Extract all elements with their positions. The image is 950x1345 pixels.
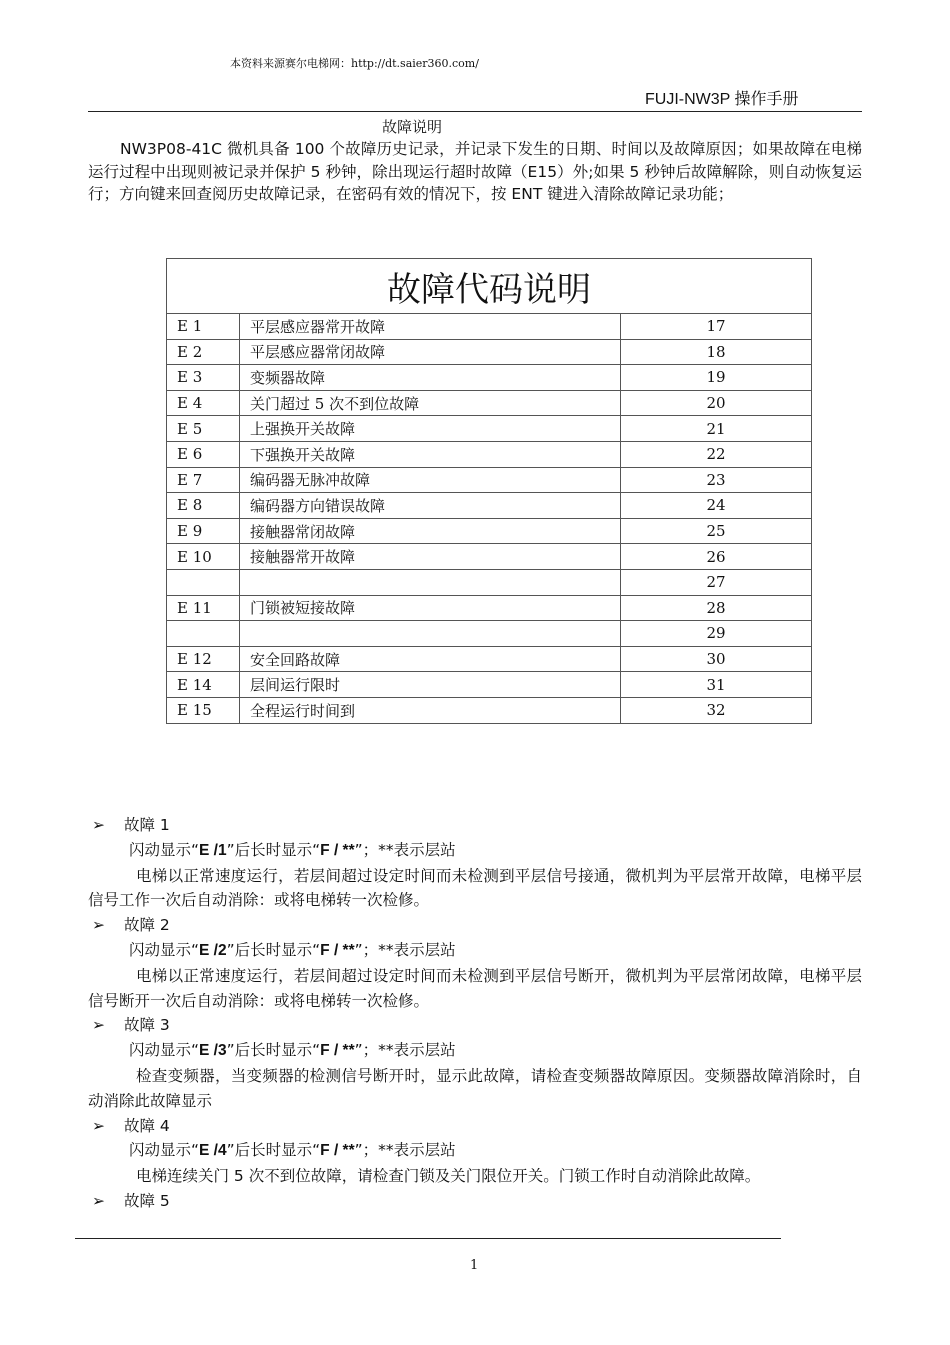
flash-suffix: ”；**表示层站 <box>354 940 456 959</box>
row-code <box>167 621 240 647</box>
row-code: E 9 <box>167 518 240 544</box>
bullet-arrow-icon: ➢ <box>92 916 105 935</box>
flash-code: E /2 <box>199 941 227 959</box>
row-description: 接触器常闭故障 <box>240 518 621 544</box>
table-row <box>167 314 812 340</box>
table-row <box>167 441 812 467</box>
row-code: E 2 <box>167 339 240 365</box>
flash-prefix: 闪动显示“ <box>129 1041 200 1060</box>
flash-mid: ”后长时显示“ <box>226 1041 321 1060</box>
row-description: 编码器无脉冲故障 <box>240 467 621 493</box>
fault-title: 故障 4 <box>124 1116 170 1135</box>
fault-display-line <box>88 1038 862 1064</box>
table-row <box>167 518 812 544</box>
row-number: 30 <box>621 646 812 672</box>
row-number: 24 <box>621 493 812 519</box>
header-title: FUJI-NW3P 操作手册 <box>645 91 799 108</box>
flash-code: E /1 <box>199 841 227 859</box>
row-number: 31 <box>621 672 812 698</box>
table-row <box>167 595 812 621</box>
row-description <box>240 569 621 595</box>
row-code: E 11 <box>167 595 240 621</box>
row-description: 编码器方向错误故障 <box>240 493 621 519</box>
row-description: 全程运行时间到 <box>240 697 621 723</box>
row-number: 32 <box>621 697 812 723</box>
row-description <box>240 621 621 647</box>
fault-display-line <box>88 838 862 864</box>
bullet-arrow-icon: ➢ <box>92 1016 105 1035</box>
fault-heading <box>88 913 862 938</box>
footer-divider <box>75 1238 781 1239</box>
intro-text: NW3P08-41C 微机具备 100 个故障历史记录，并记录下发生的日期、时间以及故障原因；如果故障在电梯运行过程中出现则被记录并保护 5 秒钟，除出现运行超时故障（E15）外;如果 5 秒钟后故障解除，则自动恢复运行；方向键来回查阅历史故障记录，在密码有效的情况下，按 ENT 键进入清除故障记录功能； <box>88 140 862 203</box>
fault-description: 检查变频器，当变频器的检测信号断开时，显示此故障，请检查变频器故障原因。变频器故障消除时，自动消除此故障显示 <box>88 1066 862 1110</box>
row-code: E 3 <box>167 365 240 391</box>
table-row <box>167 365 812 391</box>
table-row <box>167 339 812 365</box>
fault-heading <box>88 813 862 838</box>
bullet-arrow-icon: ➢ <box>92 1191 105 1210</box>
section-title: 故障说明 <box>382 118 443 136</box>
row-code: E 4 <box>167 390 240 416</box>
row-code: E 14 <box>167 672 240 698</box>
table-row <box>167 569 812 595</box>
row-description: 关门超过 5 次不到位故障 <box>240 390 621 416</box>
table-row <box>167 416 812 442</box>
row-code: E 7 <box>167 467 240 493</box>
row-number: 23 <box>621 467 812 493</box>
row-number: 28 <box>621 595 812 621</box>
source-line: 本资料来源赛尔电梯网：http://dt.saier360.com/ <box>230 57 479 70</box>
table-row <box>167 493 812 519</box>
row-description: 变频器故障 <box>240 365 621 391</box>
fault-list <box>88 813 862 1214</box>
row-description: 上强换开关故障 <box>240 416 621 442</box>
row-number: 19 <box>621 365 812 391</box>
intro-paragraph <box>88 138 862 206</box>
row-description: 层间运行限时 <box>240 672 621 698</box>
flash-floor: F / ** <box>320 941 355 959</box>
row-code: E 10 <box>167 544 240 570</box>
row-code: E 12 <box>167 646 240 672</box>
flash-mid: ”后长时显示“ <box>226 1141 321 1160</box>
flash-code: E /3 <box>199 1042 227 1060</box>
row-code: E 5 <box>167 416 240 442</box>
fault-description: 电梯以正常速度运行，若层间超过设定时间而未检测到平层信号断开，微机判为平层常闭故障，电梯平层信号断开一次后自动消除：或将电梯转一次检修。 <box>88 966 862 1010</box>
row-description: 门锁被短接故障 <box>240 595 621 621</box>
row-description: 平层感应器常闭故障 <box>240 339 621 365</box>
flash-suffix: ”；**表示层站 <box>354 840 456 859</box>
fault-display-line <box>88 938 862 964</box>
table-row <box>167 544 812 570</box>
flash-code: E /4 <box>199 1142 227 1160</box>
fault-title: 故障 1 <box>124 816 170 834</box>
bullet-arrow-icon: ➢ <box>92 1116 105 1135</box>
flash-floor: F / ** <box>320 841 355 859</box>
row-number: 25 <box>621 518 812 544</box>
fault-display-line <box>88 1138 862 1164</box>
row-code: E 15 <box>167 697 240 723</box>
flash-mid: ”后长时显示“ <box>226 840 321 859</box>
table-row <box>167 646 812 672</box>
page-number: 1 <box>470 1258 479 1273</box>
fault-code-table <box>166 258 812 724</box>
row-number: 29 <box>621 621 812 647</box>
flash-mid: ”后长时显示“ <box>226 940 321 959</box>
flash-prefix: 闪动显示“ <box>129 840 200 859</box>
fault-heading <box>88 1189 862 1214</box>
flash-floor: F / ** <box>320 1042 355 1060</box>
flash-floor: F / ** <box>320 1142 355 1160</box>
flash-prefix: 闪动显示“ <box>129 1141 200 1160</box>
table-row <box>167 390 812 416</box>
bullet-arrow-icon: ➢ <box>92 816 105 834</box>
table-row <box>167 672 812 698</box>
fault-title: 故障 2 <box>124 916 170 935</box>
flash-suffix: ”；**表示层站 <box>354 1141 456 1160</box>
table-row <box>167 621 812 647</box>
row-number: 27 <box>621 569 812 595</box>
fault-heading <box>88 1114 862 1139</box>
row-code <box>167 569 240 595</box>
fault-title: 故障 5 <box>124 1191 170 1210</box>
table-title: 故障代码说明 <box>167 259 812 314</box>
table-row <box>167 697 812 723</box>
flash-suffix: ”；**表示层站 <box>354 1041 456 1060</box>
row-description: 平层感应器常开故障 <box>240 314 621 340</box>
row-code: E 8 <box>167 493 240 519</box>
row-description: 安全回路故障 <box>240 646 621 672</box>
row-code: E 6 <box>167 441 240 467</box>
row-number: 26 <box>621 544 812 570</box>
row-number: 22 <box>621 441 812 467</box>
fault-title: 故障 3 <box>124 1016 170 1035</box>
fault-description: 电梯连续关门 5 次不到位故障，请检查门锁及关门限位开关。门锁工作时自动消除此故障。 <box>136 1167 761 1186</box>
fault-heading <box>88 1013 862 1038</box>
flash-prefix: 闪动显示“ <box>129 940 200 959</box>
header-divider <box>88 111 862 112</box>
row-number: 17 <box>621 314 812 340</box>
fault-description: 电梯以正常速度运行，若层间超过设定时间而未检测到平层信号接通，微机判为平层常开故障，电梯平层信号工作一次后自动消除：或将电梯转一次检修。 <box>88 866 862 910</box>
row-description: 接触器常开故障 <box>240 544 621 570</box>
row-number: 20 <box>621 390 812 416</box>
row-number: 18 <box>621 339 812 365</box>
table-row <box>167 467 812 493</box>
row-code: E 1 <box>167 314 240 340</box>
row-number: 21 <box>621 416 812 442</box>
row-description: 下强换开关故障 <box>240 441 621 467</box>
